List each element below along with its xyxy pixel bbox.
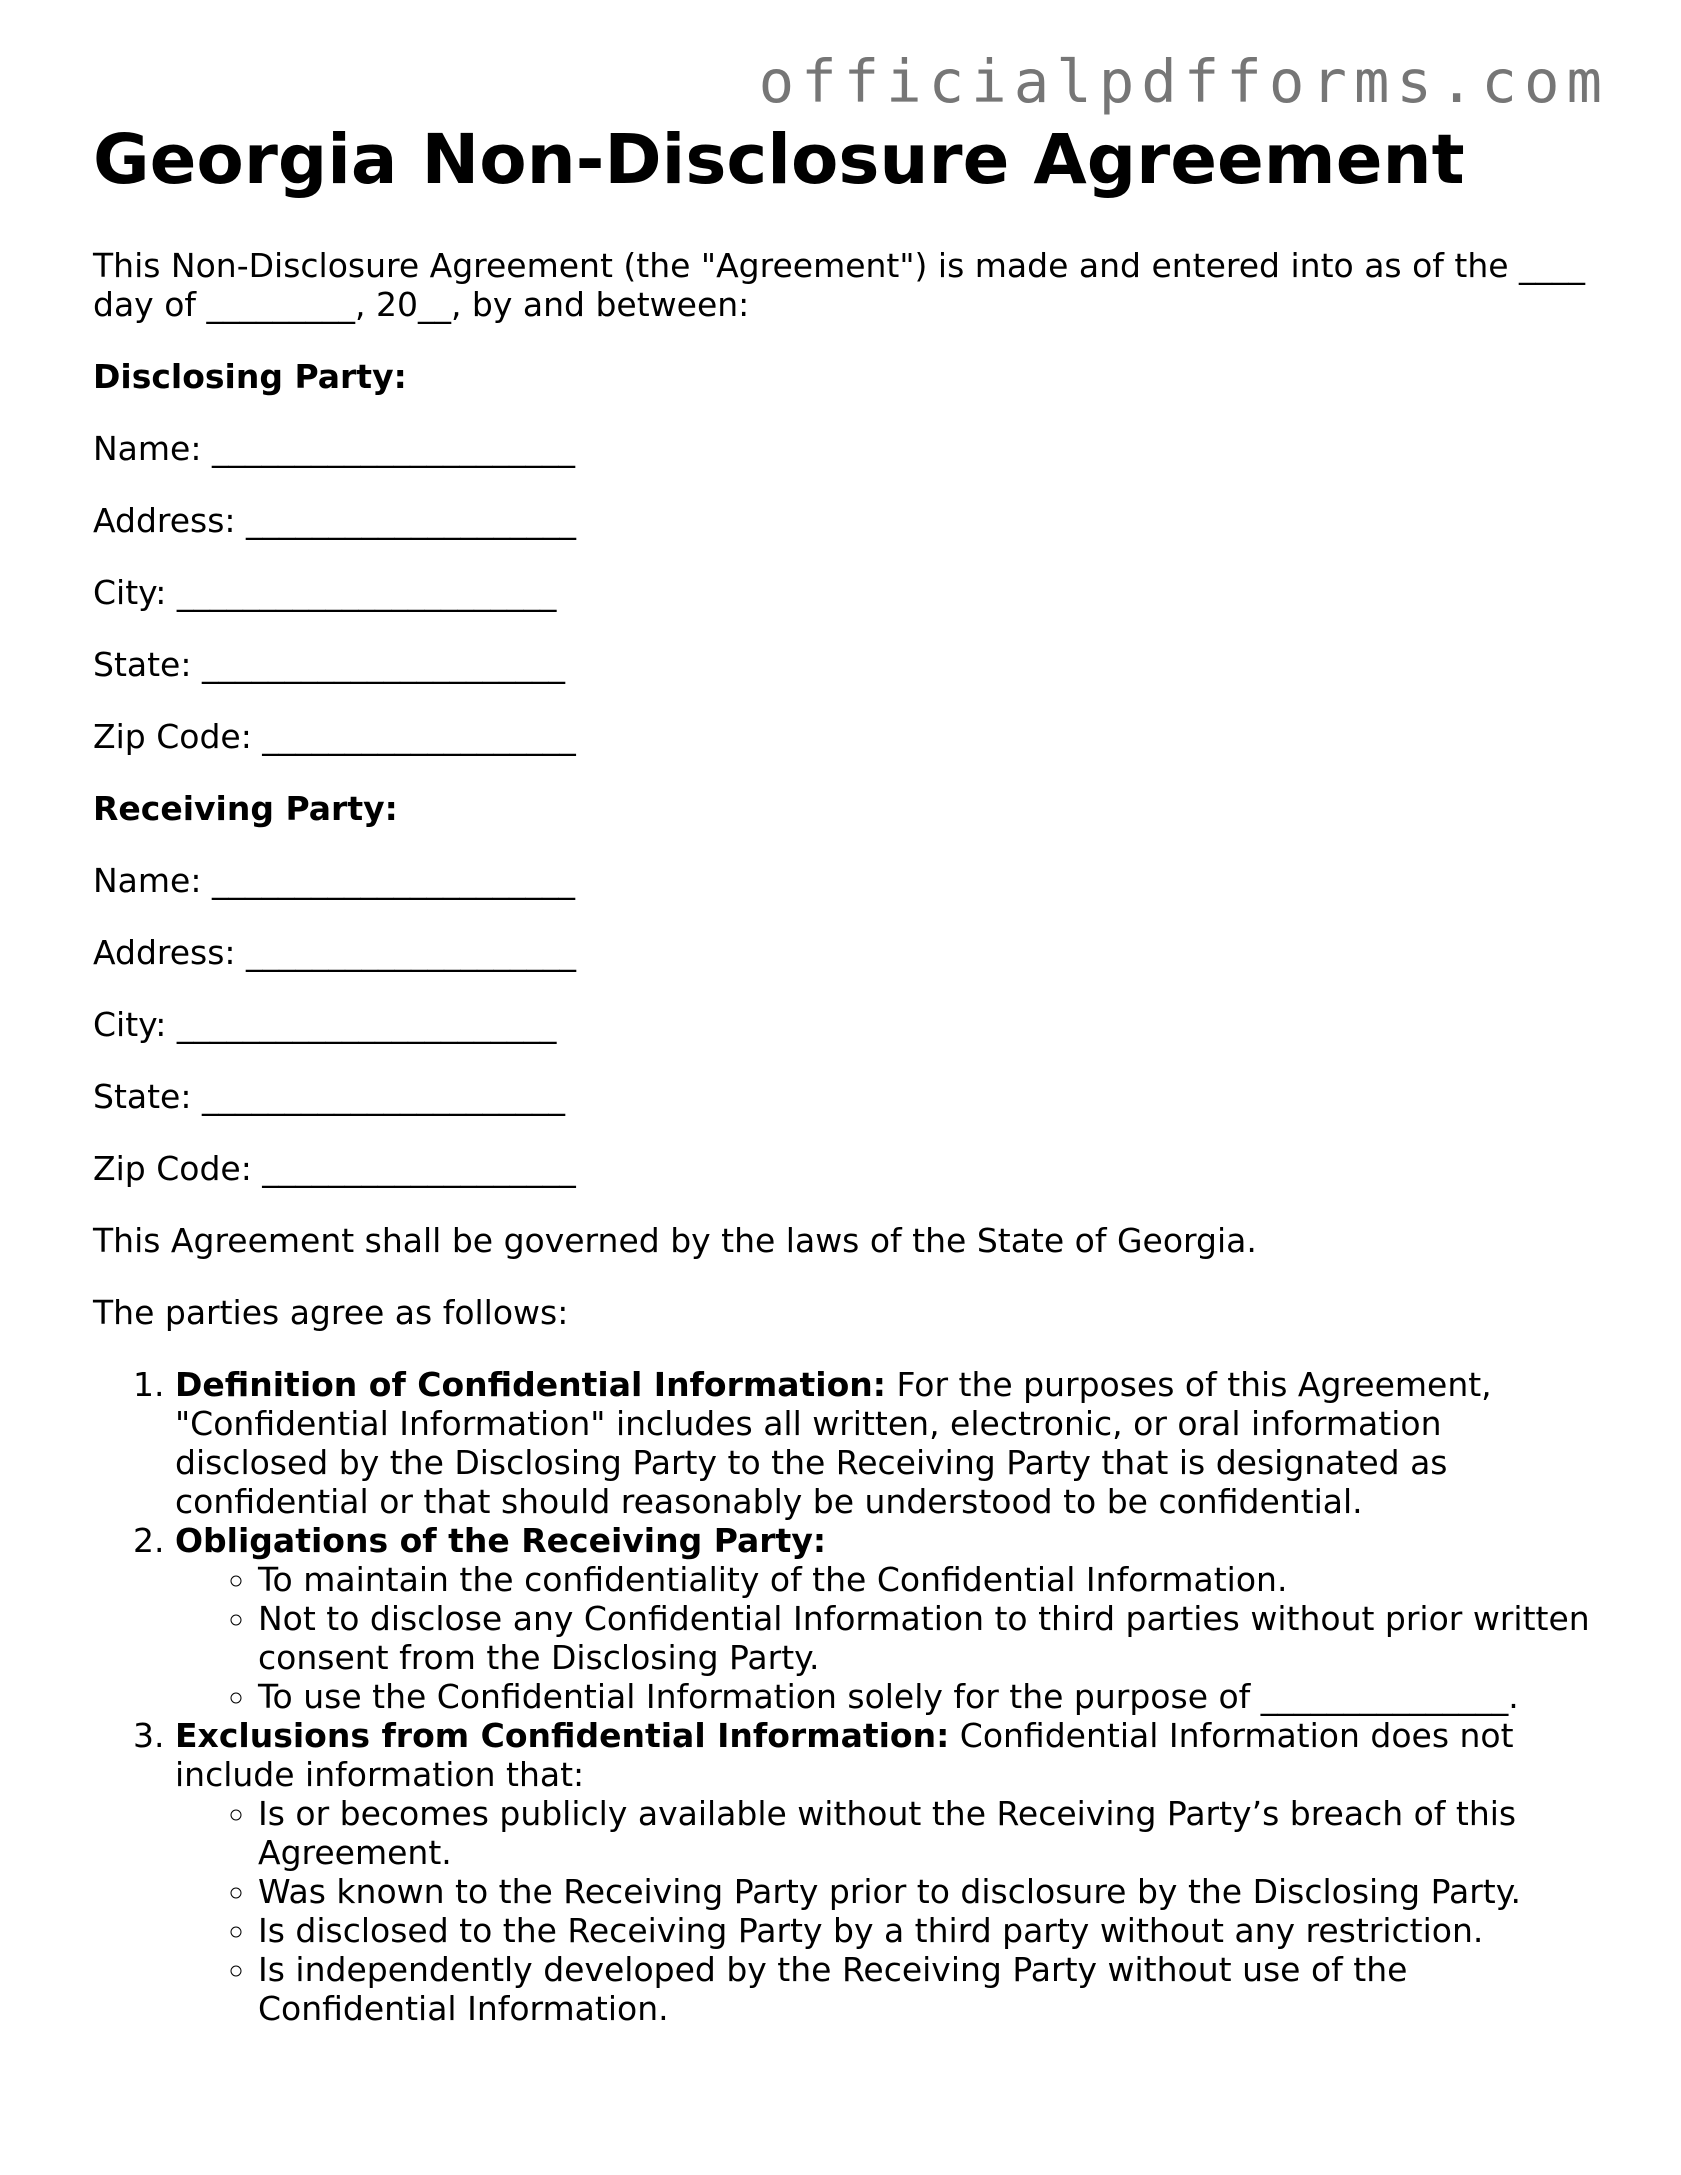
intro-paragraph: This Non-Disclosure Agreement (the "Agreement") is made and entered into as of the ____ day of _________, 20__, by and between: bbox=[93, 246, 1586, 324]
list-item: ◦ To use the Confidential Information solely for the purpose of _______________. bbox=[258, 1677, 1593, 1716]
document-page bbox=[93, 118, 1593, 2028]
receiving-party-heading: Receiving Party: bbox=[93, 789, 398, 828]
disclosing-city-field: City: _______________________ bbox=[93, 573, 557, 612]
term-heading: Definition of Confidential Information: bbox=[175, 1365, 886, 1404]
disclosing-name-field: Name: ______________________ bbox=[93, 429, 575, 468]
obligations-sublist bbox=[175, 1560, 1593, 1716]
disclosing-party-heading: Disclosing Party: bbox=[93, 357, 407, 396]
exclusions-sublist bbox=[175, 1794, 1593, 2028]
disclosing-party-section bbox=[93, 357, 1593, 756]
list-item: ◦ Is or becomes publicly available without the Receiving Party’s breach of this Agreement. bbox=[258, 1794, 1593, 1872]
list-item: ◦ Not to disclose any Confidential Information to third parties without prior written consent from the Disclosing Party. bbox=[258, 1599, 1593, 1677]
disclosing-zip-field: Zip Code: ___________________ bbox=[93, 717, 576, 756]
term-text: Confidential Information does not include information that: bbox=[175, 1716, 1514, 1794]
receiving-zip-field: Zip Code: ___________________ bbox=[93, 1149, 576, 1188]
terms-list bbox=[93, 1365, 1593, 2028]
document-title: Georgia Non-Disclosure Agreement bbox=[93, 120, 1465, 200]
receiving-party-section bbox=[93, 789, 1593, 1188]
term-heading: Exclusions from Confidential Information: bbox=[175, 1716, 950, 1755]
agreement-intro: The parties agree as follows: bbox=[93, 1293, 569, 1332]
receiving-state-field: State: ______________________ bbox=[93, 1077, 565, 1116]
list-item: ◦ Is disclosed to the Receiving Party by a third party without any restriction. bbox=[258, 1911, 1593, 1950]
term-obligations bbox=[175, 1521, 1593, 1716]
term-definition bbox=[175, 1365, 1593, 1521]
term-heading: Obligations of the Receiving Party: bbox=[175, 1521, 827, 1560]
list-item: ◦ Is independently developed by the Receiving Party without use of the Confidential Information. bbox=[258, 1950, 1593, 2028]
receiving-city-field: City: _______________________ bbox=[93, 1005, 557, 1044]
governing-law-paragraph: This Agreement shall be governed by the laws of the State of Georgia. bbox=[93, 1221, 1257, 1260]
disclosing-state-field: State: ______________________ bbox=[93, 645, 565, 684]
disclosing-address-field: Address: ____________________ bbox=[93, 501, 577, 540]
watermark: officialpdfforms.com bbox=[758, 47, 1609, 116]
receiving-address-field: Address: ____________________ bbox=[93, 933, 577, 972]
term-exclusions bbox=[175, 1716, 1593, 2028]
term-text: For the purposes of this Agreement, "Confidential Information" includes all written, electronic, or oral information disclosed by the Disclosing Party to the Receiving Party that is designated as confidential or that should reasonably be understood to be confidential. bbox=[175, 1365, 1492, 1521]
receiving-name-field: Name: ______________________ bbox=[93, 861, 575, 900]
list-item: ◦ To maintain the confidentiality of the Confidential Information. bbox=[258, 1560, 1593, 1599]
list-item: ◦ Was known to the Receiving Party prior to disclosure by the Disclosing Party. bbox=[258, 1872, 1593, 1911]
